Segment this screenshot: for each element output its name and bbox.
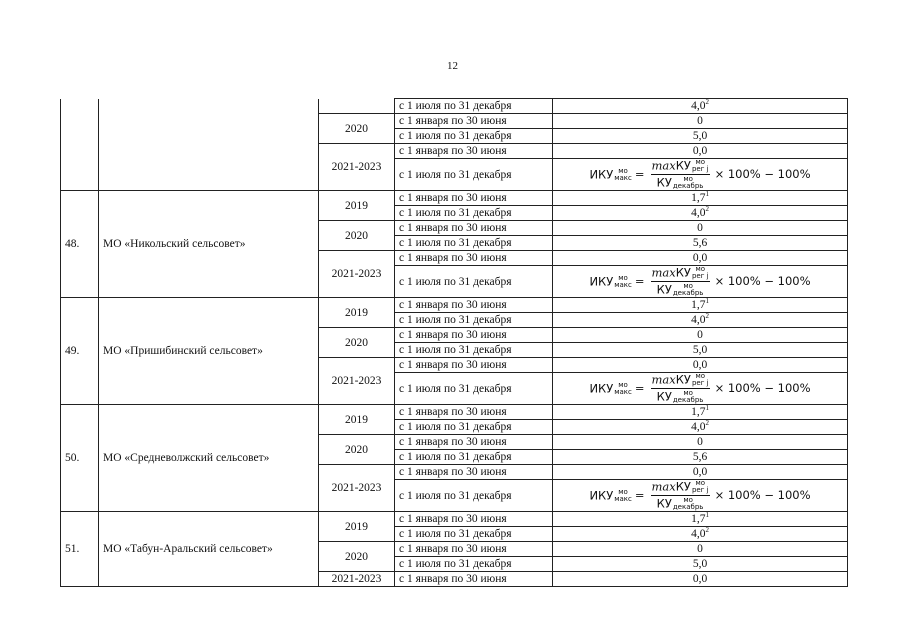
footnote-marker: 1 [705, 190, 709, 199]
index-value-cell [553, 465, 848, 480]
period-cell: с 1 июля по 31 декабря [395, 206, 553, 221]
index-value: 5,6 [692, 237, 708, 249]
index-value-cell [553, 251, 848, 266]
period-cell: с 1 января по 30 июня [395, 358, 553, 373]
period-cell: с 1 января по 30 июня [395, 512, 553, 527]
period-cell: с 1 июля по 31 декабря [395, 266, 553, 298]
index-value: 0 [697, 222, 703, 234]
period-cell: с 1 июля по 31 декабря [395, 313, 553, 328]
index-value-cell [553, 435, 848, 450]
period-cell: с 1 января по 30 июня [395, 328, 553, 343]
index-value: 5,6 [692, 451, 708, 463]
index-value-cell [553, 542, 848, 557]
year-cell: 2021-2023 [319, 358, 395, 405]
formula-lhs: ИКУ мо макс [589, 166, 632, 182]
formula-cell [553, 373, 848, 405]
footnote-marker: 1 [705, 297, 709, 306]
footnote-marker: 2 [705, 312, 709, 321]
formula-cell [553, 266, 848, 298]
formula-cell [553, 159, 848, 191]
row-number-cell: 50. [61, 405, 99, 512]
year-cell: 2021-2023 [319, 465, 395, 512]
index-value: 5,0 [692, 344, 708, 356]
footnote-marker: 2 [705, 526, 709, 535]
period-cell: с 1 января по 30 июня [395, 405, 553, 420]
index-value: 4,0 [691, 207, 706, 219]
municipality-name-cell: МО «Пришибинский сельсовет» [99, 298, 319, 405]
year-cell: 2021-2023 [319, 572, 395, 587]
index-value-cell [553, 420, 848, 435]
index-value: 1,7 [691, 192, 706, 204]
period-cell: с 1 января по 30 июня [395, 572, 553, 587]
formula-cell [553, 480, 848, 512]
row-number-cell: 48. [61, 191, 99, 298]
index-value: 4,0 [691, 100, 706, 112]
row-number-cell: 51. [61, 512, 99, 587]
index-value-cell [553, 405, 848, 420]
index-value-cell [553, 99, 848, 114]
formula-lhs: ИКУ мо макс [589, 487, 632, 503]
footnote-marker: 2 [705, 419, 709, 428]
index-value-cell [553, 572, 848, 587]
period-cell: с 1 июля по 31 декабря [395, 450, 553, 465]
index-value: 0,0 [692, 145, 708, 157]
index-value-cell [553, 512, 848, 527]
year-cell: 2019 [319, 512, 395, 542]
index-value: 1,7 [691, 299, 706, 311]
index-formula: ИКУ мо макс = maxКУ мо рег j КУ мо декабрь × 100% − 100% [589, 372, 811, 404]
period-cell: с 1 июля по 31 декабря [395, 129, 553, 144]
formula-fraction: maxКУ мо рег j КУ мо декабрь [651, 158, 709, 190]
index-value: 4,0 [691, 314, 706, 326]
table-row [61, 512, 848, 527]
period-cell: с 1 января по 30 июня [395, 298, 553, 313]
table-row [61, 298, 848, 313]
formula-fraction: maxКУ мо рег j КУ мо декабрь [651, 265, 709, 297]
footnote-marker: 2 [705, 98, 709, 107]
period-cell: с 1 января по 30 июня [395, 542, 553, 557]
index-value-cell [553, 557, 848, 572]
formula-fraction: maxКУ мо рег j КУ мо декабрь [651, 479, 709, 511]
year-cell: 2020 [319, 328, 395, 358]
index-value-cell [553, 206, 848, 221]
year-cell [319, 99, 395, 114]
index-value: 0,0 [692, 252, 708, 264]
period-cell: с 1 июля по 31 декабря [395, 159, 553, 191]
index-value-cell [553, 144, 848, 159]
footnote-marker: 1 [705, 404, 709, 413]
period-cell: с 1 января по 30 июня [395, 435, 553, 450]
year-cell: 2020 [319, 435, 395, 465]
index-value: 0 [697, 543, 703, 555]
index-value-cell [553, 236, 848, 251]
tariff-index-table [60, 98, 848, 587]
formula-lhs: ИКУ мо макс [589, 380, 632, 396]
period-cell: с 1 июля по 31 декабря [395, 420, 553, 435]
index-value: 4,0 [691, 421, 706, 433]
index-value-cell [553, 129, 848, 144]
year-cell: 2019 [319, 298, 395, 328]
index-value-cell [553, 191, 848, 206]
period-cell: с 1 января по 30 июня [395, 114, 553, 129]
period-cell: с 1 июля по 31 декабря [395, 236, 553, 251]
period-cell: с 1 июля по 31 декабря [395, 527, 553, 542]
footnote-marker: 1 [705, 511, 709, 520]
formula-lhs: ИКУ мо макс [589, 273, 632, 289]
formula-fraction: maxКУ мо рег j КУ мо декабрь [651, 372, 709, 404]
table-row [61, 191, 848, 206]
index-value: 0 [697, 329, 703, 341]
municipality-name-cell [99, 99, 319, 191]
index-value: 4,0 [691, 528, 706, 540]
year-cell: 2019 [319, 191, 395, 221]
index-value: 0,0 [692, 466, 708, 478]
index-value-cell [553, 358, 848, 373]
year-cell: 2020 [319, 221, 395, 251]
page-number: 12 [447, 60, 458, 72]
year-cell: 2021-2023 [319, 144, 395, 191]
table-row [61, 99, 848, 114]
index-value-cell [553, 450, 848, 465]
year-cell: 2019 [319, 405, 395, 435]
index-value: 0 [697, 436, 703, 448]
index-value: 5,0 [692, 130, 708, 142]
index-value-cell [553, 527, 848, 542]
index-value-cell [553, 298, 848, 313]
period-cell: с 1 июля по 31 декабря [395, 343, 553, 358]
index-formula: ИКУ мо макс = maxКУ мо рег j КУ мо декабрь × 100% − 100% [589, 265, 811, 297]
footnote-marker: 2 [705, 205, 709, 214]
index-formula: ИКУ мо макс = maxКУ мо рег j КУ мо декабрь × 100% − 100% [589, 479, 811, 511]
index-value-cell [553, 313, 848, 328]
index-value: 0,0 [692, 573, 708, 585]
index-value: 0 [697, 115, 703, 127]
table-row [61, 405, 848, 420]
period-cell: с 1 июля по 31 декабря [395, 373, 553, 405]
period-cell: с 1 января по 30 июня [395, 191, 553, 206]
index-value: 1,7 [691, 513, 706, 525]
index-value-cell [553, 343, 848, 358]
row-number-cell [61, 99, 99, 191]
period-cell: с 1 июля по 31 декабря [395, 99, 553, 114]
year-cell: 2021-2023 [319, 251, 395, 298]
period-cell: с 1 июля по 31 декабря [395, 480, 553, 512]
index-value-cell [553, 221, 848, 236]
period-cell: с 1 января по 30 июня [395, 465, 553, 480]
index-value-cell [553, 328, 848, 343]
year-cell: 2020 [319, 542, 395, 572]
period-cell: с 1 января по 30 июня [395, 144, 553, 159]
municipality-name-cell: МО «Табун-Аральский сельсовет» [99, 512, 319, 587]
row-number-cell: 49. [61, 298, 99, 405]
period-cell: с 1 января по 30 июня [395, 251, 553, 266]
period-cell: с 1 января по 30 июня [395, 221, 553, 236]
index-value: 0,0 [692, 359, 708, 371]
period-cell: с 1 июля по 31 декабря [395, 557, 553, 572]
municipality-name-cell: МО «Средневолжский сельсовет» [99, 405, 319, 512]
index-value: 1,7 [691, 406, 706, 418]
index-value-cell [553, 114, 848, 129]
year-cell: 2020 [319, 114, 395, 144]
index-formula: ИКУ мо макс = maxКУ мо рег j КУ мо декабрь × 100% − 100% [589, 158, 811, 190]
index-value: 5,0 [692, 558, 708, 570]
municipality-name-cell: МО «Никольский сельсовет» [99, 191, 319, 298]
